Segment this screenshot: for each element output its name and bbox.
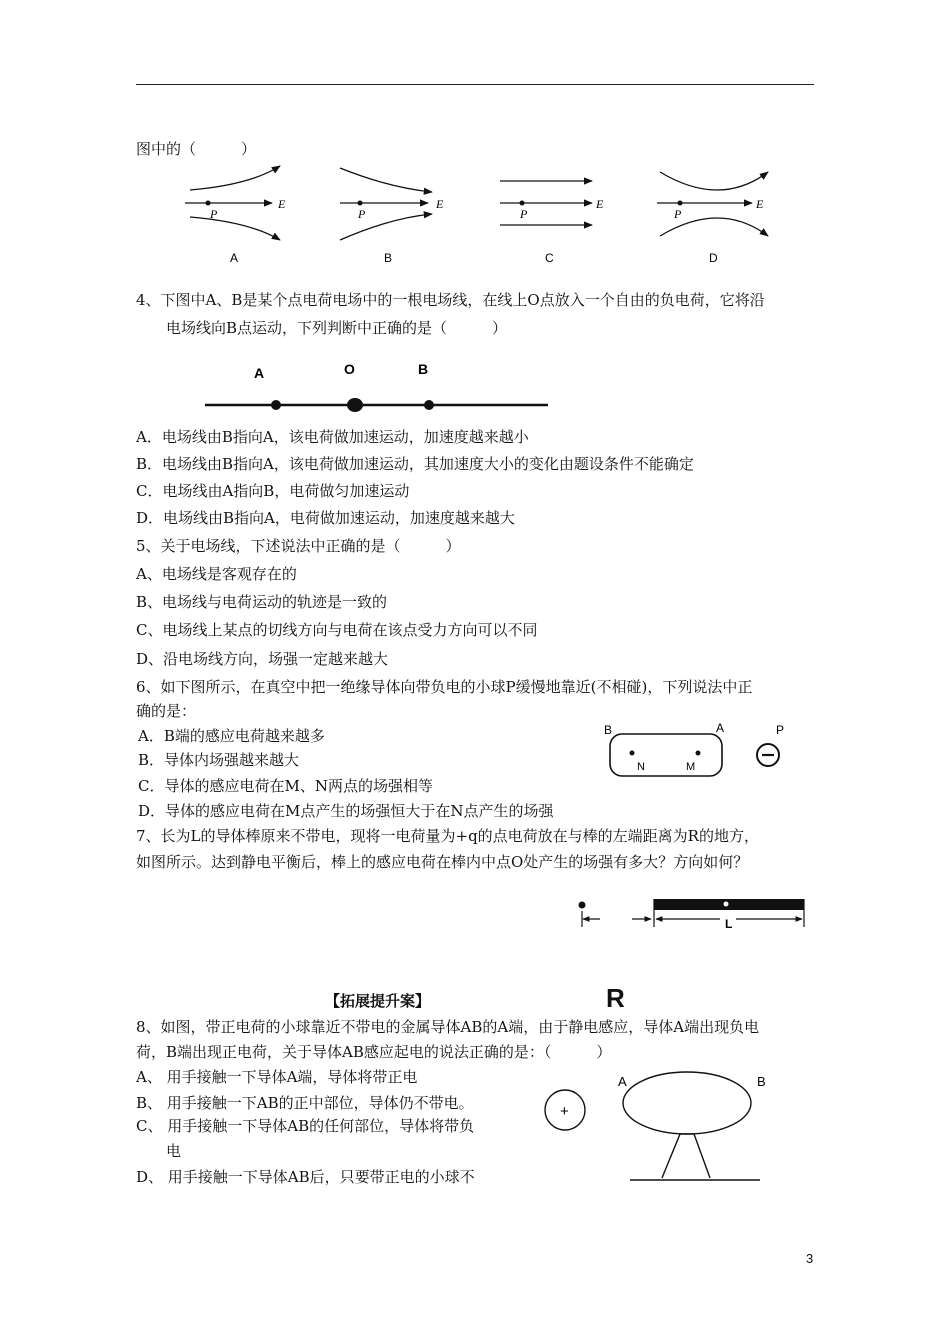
svg-text:P: P — [520, 207, 528, 221]
figure-c — [500, 181, 604, 265]
svg-text:A: A — [230, 251, 239, 265]
svg-text:E: E — [436, 197, 444, 211]
q7-figure — [570, 895, 810, 935]
svg-text:P: P — [358, 207, 366, 221]
q4-option-d: D．电场线由B指向A，电荷做加速运动，加速度越来越大 — [136, 509, 515, 527]
figure-b — [340, 168, 444, 265]
q7-label-r: R — [606, 983, 625, 1013]
q8-option-d: D、 用手接触一下导体AB后，只要带正电的小球不 — [136, 1168, 475, 1186]
q6-stem-line1: 6、如下图所示，在真空中把一绝缘导体向带负电的小球P缓慢地靠近(不相碰)，下列说法中正 — [136, 678, 753, 696]
q6-figure — [602, 722, 802, 782]
q8-stem-line2: 荷，B端出现正电荷，关于导体AB感应起电的说法正确的是：（ ） — [136, 1043, 612, 1061]
q3-figure — [160, 160, 820, 270]
q4-stem-line2: 电场线向B点运动，下列判断中正确的是（ ） — [166, 319, 508, 337]
figure-d — [657, 172, 768, 265]
q5-option-c: C、电场线上某点的切线方向与电荷在该点受力方向可以不同 — [136, 621, 538, 639]
svg-text:P: P — [674, 207, 682, 221]
q4-stem-line1: 4、下图中A、B是某个点电荷电场中的一根电场线，在线上O点放入一个自由的负电荷，它将沿 — [136, 291, 765, 309]
q8-option-c: C、 用手接触一下导体AB的任何部位，导体将带负 — [136, 1117, 475, 1135]
header-rule — [136, 84, 814, 85]
figure-a — [185, 166, 286, 265]
q4-option-b: B．电场线由B指向A，该电荷做加速运动，其加速度大小的变化由题设条件不能确定 — [136, 455, 694, 473]
q6-stem-line2: 确的是： — [136, 702, 197, 720]
svg-text:P: P — [210, 207, 218, 221]
q6-option-c: C．导体的感应电荷在M、N两点的场强相等 — [138, 777, 433, 795]
q6-option-d: D．导体的感应电荷在M点产生的场强恒大于在N点产生的场强 — [138, 802, 554, 820]
q6-label-n: N — [637, 761, 645, 773]
svg-text:D: D — [709, 251, 718, 265]
q6-option-b: B．导体内场强越来越大 — [138, 751, 300, 769]
q8-figure — [540, 1070, 780, 1190]
svg-text:E: E — [756, 197, 764, 211]
q4-figure — [200, 360, 560, 420]
svg-text:E: E — [596, 197, 604, 211]
q5-stem: 5、关于电场线，下述说法中正确的是（ ） — [136, 537, 461, 555]
q5-option-b: B、电场线与电荷运动的轨迹是一致的 — [136, 593, 388, 611]
q4-label-a: A — [254, 365, 265, 381]
q5-option-a: A、电场线是客观存在的 — [136, 565, 297, 583]
q8-label-a: A — [618, 1074, 627, 1089]
svg-text:B: B — [384, 251, 393, 265]
q8-option-a: A、 用手接触一下导体A端，导体将带正电 — [136, 1068, 418, 1086]
q5-option-d: D、沿电场线方向，场强一定越来越大 — [136, 650, 389, 668]
q6-label-m: M — [686, 761, 696, 773]
q7-label-l: L — [725, 917, 733, 931]
q6-label-p: P — [776, 723, 785, 737]
q6-option-a: A．B端的感应电荷越来越多 — [138, 727, 325, 745]
page-number: 3 — [806, 1251, 814, 1266]
section-title: 【拓展提升案】 — [325, 992, 431, 1010]
q3-stem-tail: 图中的（ ） — [136, 140, 257, 158]
q8-stem-line1: 8、如图，带正电荷的小球靠近不带电的金属导体AB的A端，由于静电感应，导体A端出现负电 — [136, 1018, 760, 1036]
svg-text:C: C — [545, 251, 554, 265]
q4-option-a: A．电场线由B指向A，该电荷做加速运动，加速度越来越小 — [136, 428, 529, 446]
q4-label-o: O — [344, 361, 355, 377]
q8-option-b: B、 用手接触一下AB的正中部位，导体仍不带电。 — [136, 1094, 474, 1112]
plus-sign-icon: + — [560, 1103, 569, 1120]
q6-label-a: A — [716, 721, 725, 735]
q6-label-b: B — [604, 723, 613, 737]
q4-option-c: C．电场线由A指向B，电荷做匀加速运动 — [136, 482, 410, 500]
q8-option-c-cont: 电 — [166, 1142, 182, 1160]
q8-label-b: B — [757, 1074, 766, 1089]
q7-stem-line2: 如图所示。达到静电平衡后，棒上的感应电荷在棒内中点O处产生的场强有多大？方向如何？ — [136, 853, 749, 871]
svg-text:E: E — [278, 197, 286, 211]
q4-label-b: B — [418, 361, 429, 377]
q7-stem-line1: 7、长为L的导体棒原来不带电，现将一电荷量为+q的点电荷放在与棒的左端距离为R的地方， — [136, 827, 759, 845]
